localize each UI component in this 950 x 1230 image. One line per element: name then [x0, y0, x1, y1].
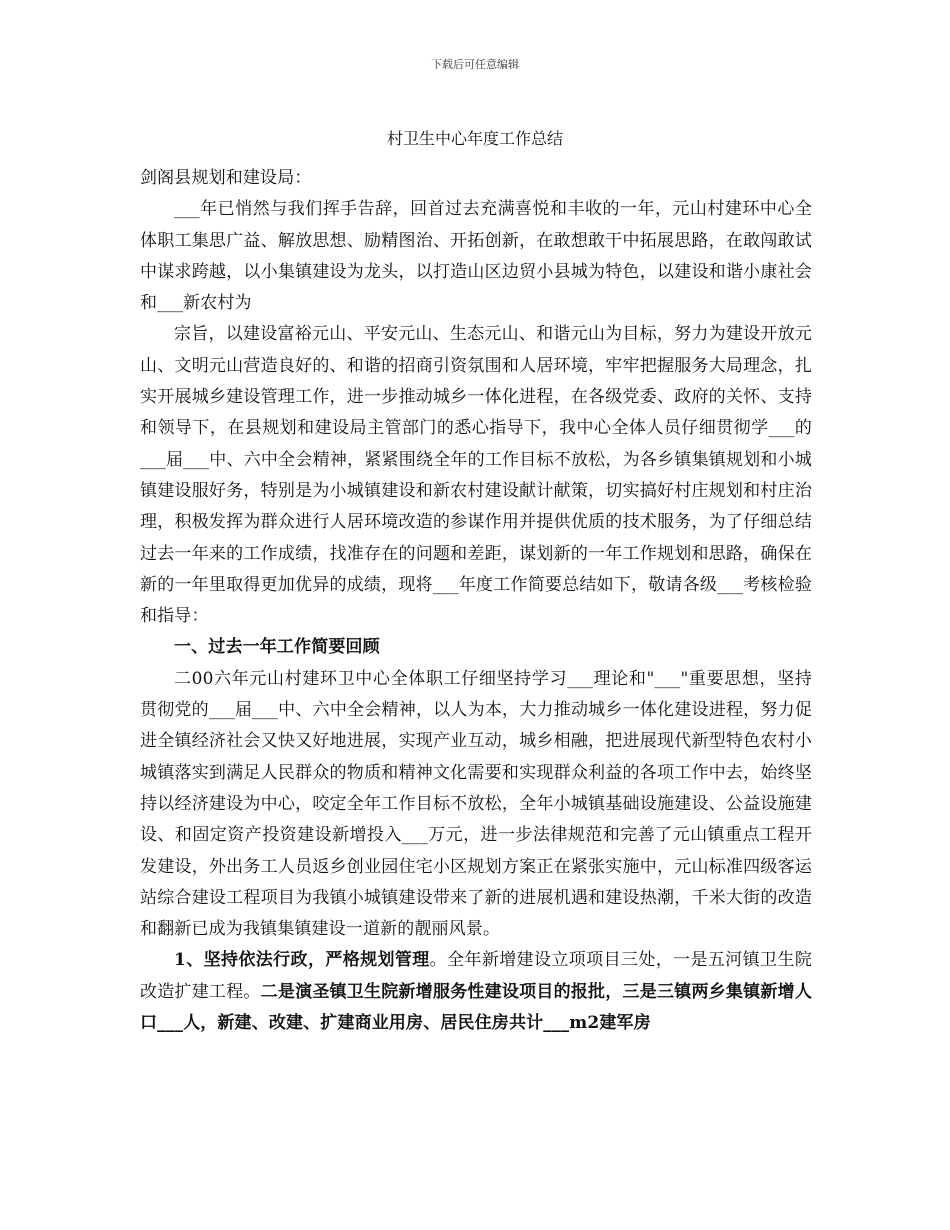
- document-title: 村卫生中心年度工作总结: [386, 129, 563, 148]
- item-1-body: 。全年新增建设立项项目三处，一是五河镇卫生院改造扩建工程。: [140, 950, 812, 1002]
- paragraph-review: 二00六年元山村建环卫中心全体职工仔细坚持学习___理论和"___"重要思想，坚持贯彻党的___届___中、六中全会精神，以人为本，大力推动城乡一体化建设进程，努力促进全镇经济社会又快又好地进展，实现产业互动，城乡相融，把进展现代新型特色农村小城镇落实到满足人民群众的物质和精神文化需要和实现群众利益的各项工作中去，始终坚持以经济建设为中心，咬定全年工作目标不放松，全年小城镇基础设施建设、公益设施建设、和固定资产投资建设新增投入___万元，进一步法律规范和完善了元山镇重点工程开发建设，外出务工人员返乡创业园住宅小区规划方案正在紧张实施中，元山标准四级客运站综合建设工程项目为我镇小城镇建设带来了新的进展机遇和建设热潮，千米大街的改造和翻新已成为我镇集镇建设一道新的靓丽风景。: [140, 668, 812, 940]
- paragraph-purpose: 宗旨，以建设富裕元山、平安元山、生态元山、和谐元山为目标，努力为建设开放元山、文明元山营造良好的、和谐的招商引资氛围和人居环境，牢牢把握服务大局理念，扎实开展城乡建设管理工作，进一步推动城乡一体化进程，在各级党委、政府的关怀、支持和领导下，在县规划和建设局主管部门的悉心指导下，我中心全体人员仔细贯彻学___的___届___中、六中全会精神，紧紧围绕全年的工作目标不放松，为各乡镇集镇规划和小城镇建设服好务，特别是为小城镇建设和新农村建设献计献策，切实搞好村庄规划和村庄治理，积极发挥为群众进行人居环境改造的参谋作用并提供优质的技术服务，为了仔细总结过去一年来的工作成绩，找准存在的问题和差距，谋划新的一年工作规划和思路，确保在新的一年里取得更加优异的成绩，现将___年度工作简要总结如下，敬请各级___考核检验和指导：: [140, 324, 812, 627]
- item-1-tail: 二是演圣镇卫生院新增服务性建设项目的报批，三是三镇两乡集镇新增人口___人，新建、改建、扩建商业用房、居民住房共计___m2建军房: [140, 981, 812, 1034]
- section-heading-review: 一、过去一年工作简要回顾: [174, 637, 380, 658]
- paragraph-item-1: [140, 945, 812, 1039]
- item-1-lead: 1、坚持依法行政，严格规划管理: [174, 950, 430, 971]
- salutation: 剑阁县规划和建设局：: [140, 168, 312, 188]
- header-note: 下载后可任意编辑: [431, 58, 519, 71]
- paragraph-intro: ___年已悄然与我们挥手告辞，回首过去充满喜悦和丰收的一年，元山村建环中心全体职工集思广益、解放思想、励精图治、开拓创新，在敢想敢干中拓展思路，在敢闯敢试中谋求跨越，以小集镇建设为龙头，以打造山区边贸小县城为特色，以建设和谐小康社会和___新农村为: [140, 199, 812, 314]
- document-body: [140, 163, 812, 1039]
